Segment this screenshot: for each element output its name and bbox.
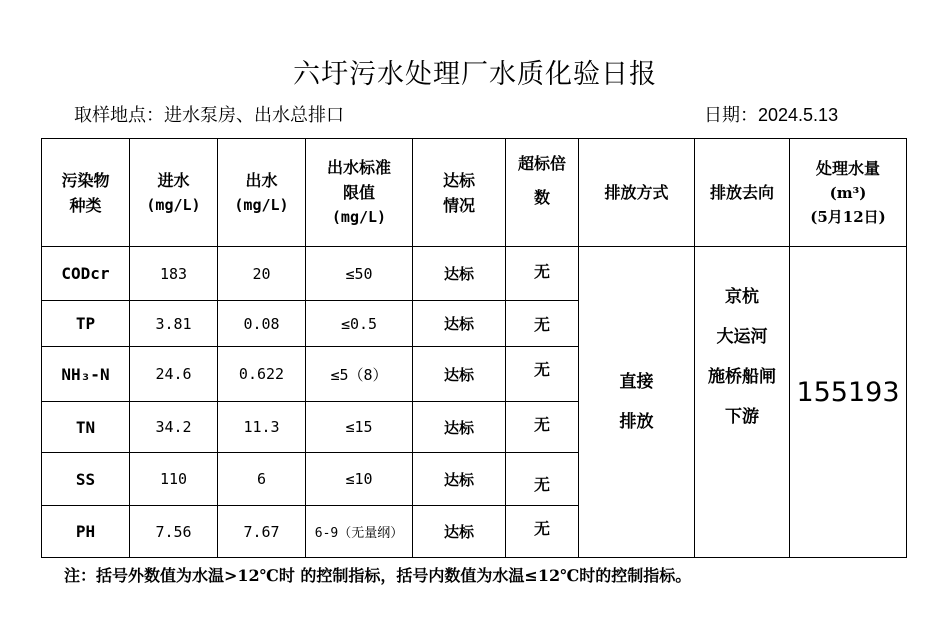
pollutant-name: TN — [42, 402, 130, 453]
pollutant-name: SS — [42, 453, 130, 506]
outflow-value: 6 — [218, 453, 306, 506]
pollutant-name: NH₃-N — [42, 347, 130, 402]
pollutant-name: TP — [42, 301, 130, 347]
inflow-value: 34.2 — [130, 402, 218, 453]
exceed-value: 无 — [506, 247, 579, 301]
compliance-status: 达标 — [413, 453, 506, 506]
limit-value: ≤5（8） — [306, 347, 413, 402]
compliance-status: 达标 — [413, 301, 506, 347]
header-volume: 处理水量 (m³) (5月12日) — [790, 139, 907, 247]
limit-value: ≤0.5 — [306, 301, 413, 347]
limit-value: ≤15 — [306, 402, 413, 453]
compliance-status: 达标 — [413, 402, 506, 453]
date-label: 日期： — [704, 105, 758, 126]
exceed-value: 无 — [506, 347, 579, 402]
inflow-value: 183 — [130, 247, 218, 301]
header-pollutant: 污染物 种类 — [42, 139, 130, 247]
inflow-value: 3.81 — [130, 301, 218, 347]
compliance-status: 达标 — [413, 247, 506, 301]
table-row — [42, 247, 907, 301]
inflow-value: 7.56 — [130, 506, 218, 558]
discharge-destination: 京杭 大运河 施桥船闸 下游 — [695, 247, 790, 558]
report-date — [704, 101, 838, 127]
limit-value: 6-9（无量纲） — [306, 506, 413, 558]
outflow-value: 20 — [218, 247, 306, 301]
footnote: 注：括号外数值为水温>12℃时 的控制指标，括号内数值为水温≤12℃时的控制指标。 — [64, 566, 692, 585]
limit-value: ≤50 — [306, 247, 413, 301]
water-quality-table — [41, 138, 907, 558]
outflow-value: 11.3 — [218, 402, 306, 453]
sampling-label: 取样地点： — [74, 105, 164, 126]
exceed-value: 无 — [506, 402, 579, 453]
compliance-status: 达标 — [413, 506, 506, 558]
outflow-value: 7.67 — [218, 506, 306, 558]
header-outflow: 出水 (mg/L) — [218, 139, 306, 247]
report-title: 六圩污水处理厂水质化验日报 — [293, 59, 657, 90]
outflow-value: 0.622 — [218, 347, 306, 402]
sampling-value: 进水泵房、出水总排口 — [164, 105, 344, 126]
header-row — [42, 139, 907, 247]
header-discharge-mode: 排放方式 — [579, 139, 695, 247]
inflow-value: 110 — [130, 453, 218, 506]
header-discharge-dest: 排放去向 — [695, 139, 790, 247]
sampling-location — [74, 101, 344, 127]
header-exceed: 超标倍 数 — [506, 139, 579, 247]
exceed-value: 无 — [506, 453, 579, 506]
pollutant-name: CODcr — [42, 247, 130, 301]
treated-volume: 155193 — [790, 247, 907, 558]
exceed-value: 无 — [506, 506, 579, 558]
outflow-value: 0.08 — [218, 301, 306, 347]
header-inflow: 进水 (mg/L) — [130, 139, 218, 247]
exceed-value: 无 — [506, 301, 579, 347]
header-compliance: 达标 情况 — [413, 139, 506, 247]
discharge-mode: 直接 排放 — [579, 247, 695, 558]
header-limit: 出水标准 限值 (mg/L) — [306, 139, 413, 247]
limit-value: ≤10 — [306, 453, 413, 506]
compliance-status: 达标 — [413, 347, 506, 402]
inflow-value: 24.6 — [130, 347, 218, 402]
date-value: 2024.5.13 — [758, 105, 839, 125]
pollutant-name: PH — [42, 506, 130, 558]
